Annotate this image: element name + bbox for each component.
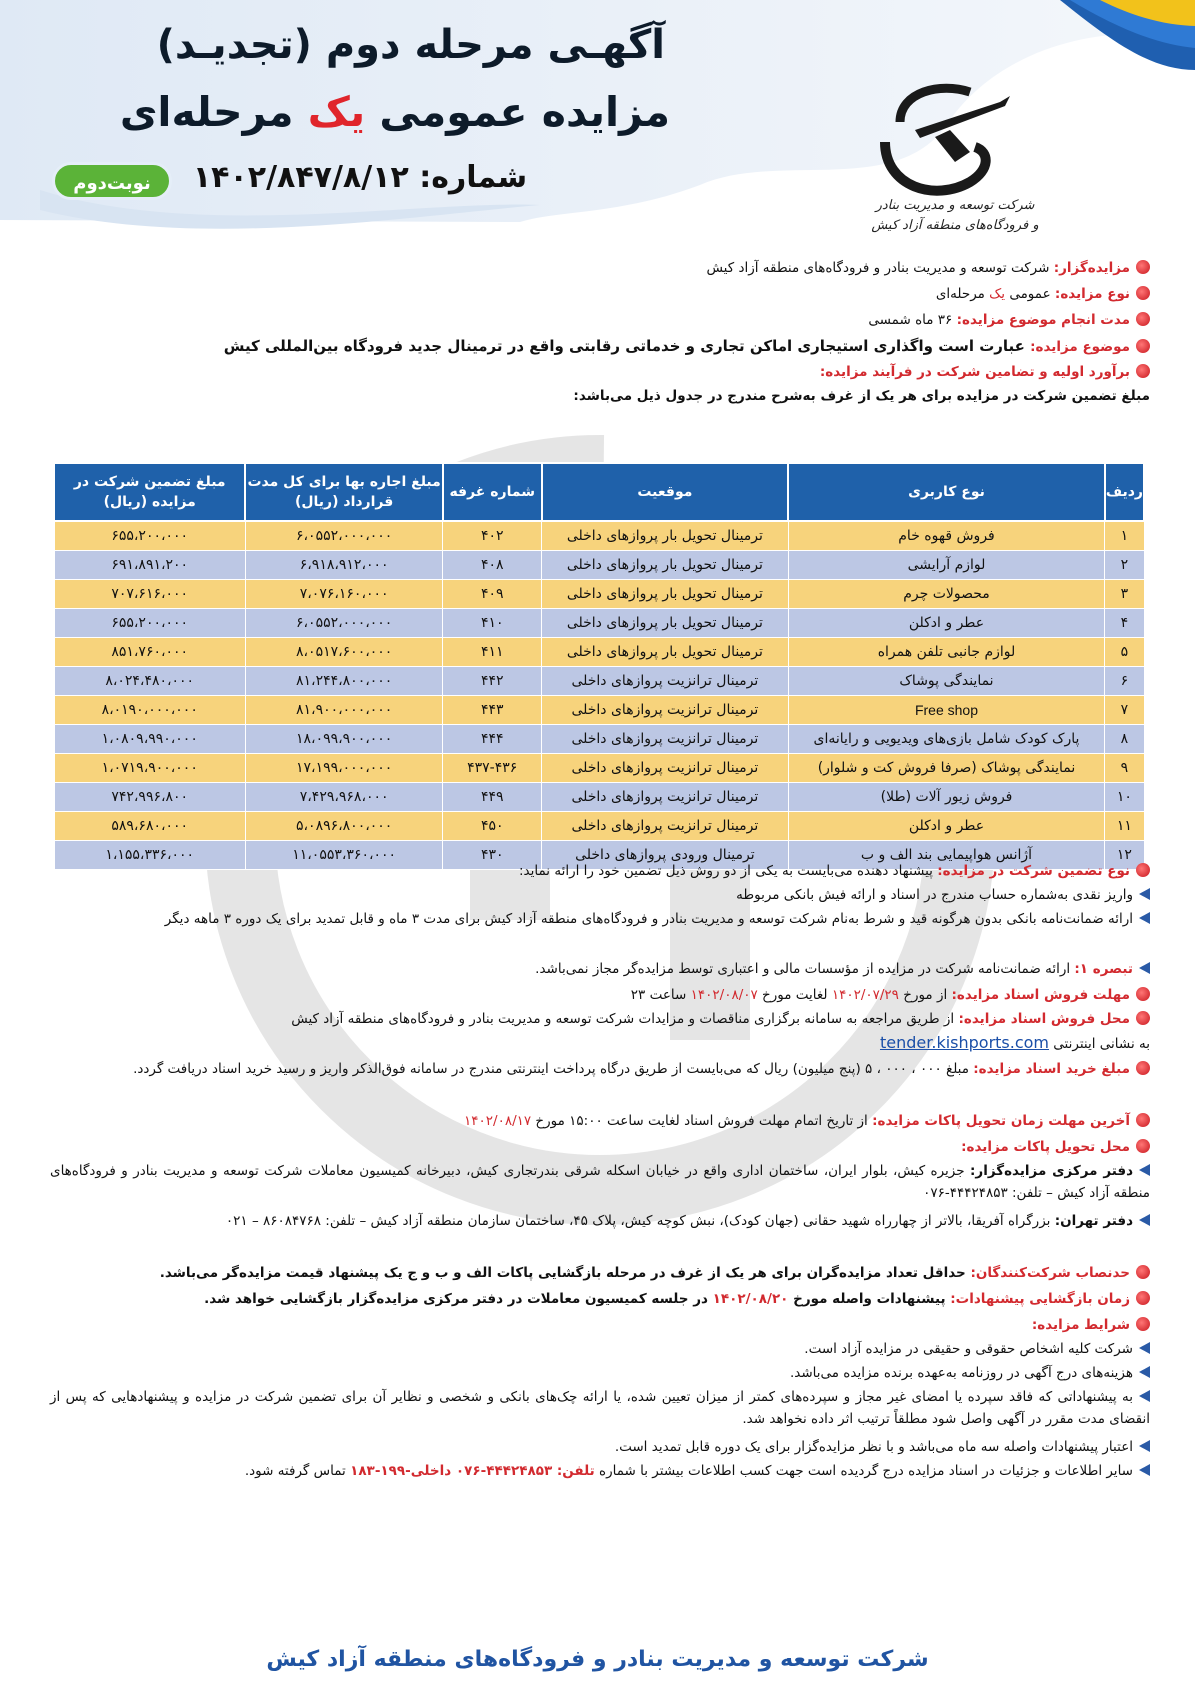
cell-usage: فروش قهوه خام bbox=[788, 521, 1105, 550]
cell-location: ترمینال تحویل بار پروازهای داخلی bbox=[542, 550, 789, 579]
cell-guarantee: ۱،۱۵۵،۳۳۶،۰۰۰ bbox=[54, 840, 245, 869]
cell-booth: ۴۰۲ bbox=[443, 521, 542, 550]
cell-rent: ۱۸،۰۹۹،۹۰۰،۰۰۰ bbox=[245, 724, 442, 753]
cell-row-number: ۹ bbox=[1105, 753, 1144, 782]
round-badge: نوبت‌دوم bbox=[52, 162, 172, 200]
contact-phone: تلفن: ۴۴۴۲۴۸۵۳-۰۷۶ داخلی-۱۹۹-۱۸۳ bbox=[350, 1463, 595, 1479]
cell-guarantee: ۸،۰۱۹۰،۰۰۰،۰۰۰ bbox=[54, 695, 245, 724]
guarantee-item-1: واریز نقدی به‌شماره حساب مندرج در اسناد و ارائه فیش بانکی مربوطه bbox=[736, 884, 1150, 906]
cell-location: ترمینال تحویل بار پروازهای داخلی bbox=[542, 579, 789, 608]
header-guarantee: مبلغ تضمین شرکت در مزایده (ریال) bbox=[54, 463, 245, 521]
estimate-note: مبلغ تضمین شرکت در مزایده برای هر یک از غرف به‌شرح مندرج در جدول ذیل می‌باشد: bbox=[573, 388, 1150, 404]
red-bullet-icon bbox=[1136, 312, 1150, 326]
red-bullet-icon bbox=[1136, 364, 1150, 378]
table-row bbox=[54, 724, 1144, 753]
cell-guarantee: ۷۴۲،۹۹۶،۸۰۰ bbox=[54, 782, 245, 811]
cell-guarantee: ۶۵۵،۲۰۰،۰۰۰ bbox=[54, 521, 245, 550]
term-2: هزینه‌های درج آگهی در روزنامه به‌عهده برنده مزایده می‌باشد. bbox=[790, 1362, 1150, 1384]
auctioneer-line: مزایده‌گزار: شرکت توسعه و مدیریت بنادر و فرودگاه‌های منطقه آزاد کیش bbox=[706, 257, 1150, 279]
term-1: شرکت کلیه اشخاص حقوقی و حقیقی در مزایده آزاد است. bbox=[804, 1338, 1150, 1360]
cell-rent: ۸،۰۵۱۷،۶۰۰،۰۰۰ bbox=[245, 637, 442, 666]
table-row bbox=[54, 579, 1144, 608]
table-row bbox=[54, 608, 1144, 637]
cell-guarantee: ۸۵۱،۷۶۰،۰۰۰ bbox=[54, 637, 245, 666]
cell-location: ترمینال تحویل بار پروازهای داخلی bbox=[542, 521, 789, 550]
cell-booth: ۴۵۰ bbox=[443, 811, 542, 840]
table-row bbox=[54, 695, 1144, 724]
cell-usage: نمایندگی پوشاک bbox=[788, 666, 1105, 695]
cell-location: ترمینال ترانزیت پروازهای داخلی bbox=[542, 695, 789, 724]
cell-row-number: ۷ bbox=[1105, 695, 1144, 724]
announcement-number: شماره: ۱۴۰۲/۸۴۷/۸/۱۲ bbox=[192, 160, 528, 195]
red-bullet-icon bbox=[1136, 1265, 1150, 1279]
cell-rent: ۶،۹۱۸،۹۱۲،۰۰۰ bbox=[245, 550, 442, 579]
opening-time-line: زمان بازگشایی پیشنهادات: پیشنهادات واصله مورخ ۱۴۰۲/۰۸/۲۰ در جلسه کمیسیون معاملات در دفتر مرکزی مزایده‌گزار بازگشایی خواهد شد. bbox=[204, 1288, 1150, 1310]
cell-row-number: ۱۲ bbox=[1105, 840, 1144, 869]
cell-row-number: ۱ bbox=[1105, 521, 1144, 550]
term-5: سایر اطلاعات و جزئیات در اسناد مزایده درج گردیده است جهت کسب اطلاعات بیشتر با شماره تلفن: ۴۴۴۲۴۸۵۳-۰۷۶ داخلی-۱۹۹-۱۸۳ تماس گرفته شود. bbox=[50, 1460, 1150, 1482]
cell-guarantee: ۵۸۹،۶۸۰،۰۰۰ bbox=[54, 811, 245, 840]
blue-arrow-icon bbox=[1139, 962, 1150, 974]
header-booth: شماره غرفه bbox=[443, 463, 542, 521]
cell-rent: ۱۱،۰۵۵۳،۳۶۰،۰۰۰ bbox=[245, 840, 442, 869]
table-row bbox=[54, 753, 1144, 782]
docs-sale-place-line: محل فروش اسناد مزایده: از طریق مراجعه به سامانه برگزاری مناقصات و مزایدات شرکت توسعه و مدیریت بنادر و فرودگاه‌های منطقه آزاد کیش bbox=[50, 1008, 1150, 1030]
cell-usage: لوازم آرایشی bbox=[788, 550, 1105, 579]
table-row bbox=[54, 811, 1144, 840]
blue-arrow-icon bbox=[1139, 912, 1150, 924]
cell-row-number: ۳ bbox=[1105, 579, 1144, 608]
cell-booth: ۴۴۴ bbox=[443, 724, 542, 753]
blue-arrow-icon bbox=[1139, 1214, 1150, 1226]
table-row bbox=[54, 637, 1144, 666]
cell-guarantee: ۶۹۱،۸۹۱،۲۰۰ bbox=[54, 550, 245, 579]
red-bullet-icon bbox=[1136, 1011, 1150, 1025]
red-bullet-icon bbox=[1136, 1317, 1150, 1331]
cell-booth: ۴۳۷-۴۳۶ bbox=[443, 753, 542, 782]
subject-line: موضوع مزایده: عبارت است واگذاری استیجاری اماکن تجاری و خدماتی رقابتی واقع در ترمینال جدید فرودگاه بین‌المللی کیش bbox=[224, 335, 1150, 358]
tender-website-link[interactable]: tender.kishports.com bbox=[879, 1033, 1050, 1052]
cell-usage: آژانس هواپیمایی بند الف و ب bbox=[788, 840, 1105, 869]
red-bullet-icon bbox=[1136, 1291, 1150, 1305]
header-location: موقعیت bbox=[542, 463, 789, 521]
red-bullet-icon bbox=[1136, 987, 1150, 1001]
cell-row-number: ۴ bbox=[1105, 608, 1144, 637]
cell-usage: پارک کودک شامل بازی‌های ویدیویی و رایانه‌ای bbox=[788, 724, 1105, 753]
docs-price-line: مبلغ خرید اسناد مزایده: مبلغ ۰۰۰ ، ۰۰۰ ، ۵ (پنج میلیون) ریال که می‌بایست از طریق درگاه پرداخت اینترنتی مندرج در سامانه فوق‌الذکر واریز و رسید خرید اسناد دریافت گردد. bbox=[50, 1058, 1150, 1080]
cell-usage: عطر و ادکلن bbox=[788, 608, 1105, 637]
cell-row-number: ۸ bbox=[1105, 724, 1144, 753]
headline-one-stage-word: یک bbox=[307, 88, 366, 136]
term-3: به پیشنهاداتی که فاقد سپرده یا امضای غیر مجاز و سپرده‌های کمتر از میزان تعیین شده، یا ارائه چک‌های بانکی و شخصی و نظایر آن برای تضمین شرکت در مزایده و پیشنهادهایی که پس از انقضای مدت مقرر در آگهی واصل شود مطلقاً ترتیب اثر داده نخواهد شد. bbox=[50, 1389, 1150, 1427]
cell-rent: ۷،۴۲۹،۹۶۸،۰۰۰ bbox=[245, 782, 442, 811]
cell-location: ترمینال ترانزیت پروازهای داخلی bbox=[542, 724, 789, 753]
header-usage: نوع کاربری bbox=[788, 463, 1105, 521]
headline-line1: آگهـی مرحله دوم (تجدیـد) bbox=[156, 22, 665, 68]
cell-row-number: ۱۱ bbox=[1105, 811, 1144, 840]
cell-booth: ۴۰۹ bbox=[443, 579, 542, 608]
table-row bbox=[54, 666, 1144, 695]
guarantee-note: تبصره ۱: ارائه ضمانت‌نامه شرکت در مزایده از مؤسسات مالی و اعتباری توسط مزایده‌گر مجاز نمی‌باشد. bbox=[535, 958, 1150, 980]
guarantee-type-line: نوع تضمین شرکت در مزایده: پیشنهاد دهنده می‌بایست به یکی از دو روش ذیل تضمین خود را ارائه نماید: bbox=[519, 860, 1150, 882]
cell-usage: لوازم جانبی تلفن همراه bbox=[788, 637, 1105, 666]
cell-rent: ۶،۰۵۵۲،۰۰۰،۰۰۰ bbox=[245, 608, 442, 637]
term-4: اعتبار پیشنهادات واصله سه ماه می‌باشد و با نظر مزایده‌گزار برای یک دوره قابل تمدید است. bbox=[615, 1436, 1150, 1458]
cell-location: ترمینال ترانزیت پروازهای داخلی bbox=[542, 666, 789, 695]
cell-rent: ۵،۰۸۹۶،۸۰۰،۰۰۰ bbox=[245, 811, 442, 840]
cell-rent: ۶،۰۵۵۲،۰۰۰،۰۰۰ bbox=[245, 521, 442, 550]
cell-location: ترمینال ترانزیت پروازهای داخلی bbox=[542, 782, 789, 811]
cell-guarantee: ۱،۰۸۰۹،۹۹۰،۰۰۰ bbox=[54, 724, 245, 753]
duration-line: مدت انجام موضوع مزایده: ۳۶ ماه شمسی bbox=[868, 309, 1150, 331]
cell-booth: ۴۴۳ bbox=[443, 695, 542, 724]
cell-booth: ۴۱۱ bbox=[443, 637, 542, 666]
red-bullet-icon bbox=[1136, 260, 1150, 274]
cell-booth: ۴۴۲ bbox=[443, 666, 542, 695]
headline-line2: مزایده عمومی یک مرحله‌ای bbox=[119, 88, 670, 136]
cell-row-number: ۲ bbox=[1105, 550, 1144, 579]
cell-guarantee: ۸،۰۲۴،۴۸۰،۰۰۰ bbox=[54, 666, 245, 695]
cell-location: ترمینال تحویل بار پروازهای داخلی bbox=[542, 608, 789, 637]
footer-company-name: شرکت توسعه و مدیریت بنادر و فرودگاه‌های منطقه آزاد کیش bbox=[266, 1647, 929, 1672]
cell-location: ترمینال ورودی پروازهای داخلی bbox=[542, 840, 789, 869]
cell-location: ترمینال ترانزیت پروازهای داخلی bbox=[542, 753, 789, 782]
tehran-office-line: دفتر تهران: بزرگراه آفریقا، بالاتر از چهارراه شهید حقانی (جهان کودک)، نبش کوچه کیش، پلاک ۴۵، ساختمان سازمان منطقه آزاد کیش – تلفن: ۸۶۰۸۴۷۶۸ – ۰۲۱ bbox=[50, 1210, 1150, 1232]
cell-usage: نمایندگی پوشاک (صرفا فروش کت و شلوار) bbox=[788, 753, 1105, 782]
estimate-line: برآورد اولیه و تضامین شرکت در فرآیند مزایده: bbox=[820, 361, 1150, 383]
envelope-delivery-line: محل تحویل پاکات مزایده: bbox=[961, 1136, 1150, 1158]
cell-row-number: ۱۰ bbox=[1105, 782, 1144, 811]
blue-arrow-icon bbox=[1139, 1464, 1150, 1476]
central-office-line: دفتر مرکزی مزایده‌گزار: جزیره کیش، بلوار ایران، ساختمان اداری واقع در خیابان اسکله شرقی بندرتجاری کیش، دبیرخانه کمیسیون معاملات شرکت توسعه و مدیریت بنادر و فرودگاه‌های منطقه آزاد کیش – تلفن: ۴۴۴۲۴۸۵۳-۰۷۶ bbox=[50, 1163, 1150, 1201]
minimum-participants-line: حدنصاب شرکت‌کنندگان: حداقل تعداد مزایده‌گران برای هر یک از غرف در مرحله بازگشایی پاکات الف و ب و ج یک پیشنهاد قیمت مزایده‌گر می‌باشد. bbox=[160, 1262, 1150, 1284]
red-bullet-icon bbox=[1136, 339, 1150, 353]
cell-row-number: ۵ bbox=[1105, 637, 1144, 666]
blue-arrow-icon bbox=[1139, 1164, 1150, 1176]
red-bullet-icon bbox=[1136, 286, 1150, 300]
table-row bbox=[54, 521, 1144, 550]
blue-arrow-icon bbox=[1139, 1390, 1150, 1402]
cell-booth: ۴۱۰ bbox=[443, 608, 542, 637]
cell-guarantee: ۷۰۷،۶۱۶،۰۰۰ bbox=[54, 579, 245, 608]
booths-table bbox=[53, 462, 1145, 870]
auction-type-line: نوع مزایده: عمومی یک مرحله‌ای bbox=[936, 283, 1150, 305]
cell-usage: فروش زیور آلات (طلا) bbox=[788, 782, 1105, 811]
cell-rent: ۸۱،۲۴۴،۸۰۰،۰۰۰ bbox=[245, 666, 442, 695]
cell-row-number: ۶ bbox=[1105, 666, 1144, 695]
docs-sale-period-line: مهلت فروش اسناد مزایده: از مورخ ۱۴۰۲/۰۷/۲۹ لغایت مورخ ۱۴۰۲/۰۸/۰۷ ساعت ۲۳ bbox=[631, 984, 1150, 1006]
envelope-deadline-line: آخرین مهلت زمان تحویل پاکات مزایده: از تاریخ اتمام مهلت فروش اسناد لغایت ساعت ۱۵:۰۰ مورخ ۱۴۰۲/۰۸/۱۷ bbox=[464, 1110, 1150, 1132]
logo-caption: شرکت توسعه و مدیریت بنادر و فرودگاه‌های منطقه آزاد کیش bbox=[871, 198, 1039, 233]
red-bullet-icon bbox=[1136, 1139, 1150, 1153]
header bbox=[0, 0, 1195, 265]
cell-usage: Free shop bbox=[788, 695, 1105, 724]
table-header-row bbox=[54, 463, 1144, 521]
cell-location: ترمینال ترانزیت پروازهای داخلی bbox=[542, 811, 789, 840]
cell-guarantee: ۱،۰۷۱۹،۹۰۰،۰۰۰ bbox=[54, 753, 245, 782]
cell-booth: ۴۰۸ bbox=[443, 550, 542, 579]
cell-rent: ۸۱،۹۰۰،۰۰۰،۰۰۰ bbox=[245, 695, 442, 724]
cell-rent: ۷،۰۷۶،۱۶۰،۰۰۰ bbox=[245, 579, 442, 608]
cell-guarantee: ۶۵۵،۲۰۰،۰۰۰ bbox=[54, 608, 245, 637]
red-bullet-icon bbox=[1136, 1061, 1150, 1075]
red-bullet-icon bbox=[1136, 863, 1150, 877]
blue-arrow-icon bbox=[1139, 1440, 1150, 1452]
cell-usage: عطر و ادکلن bbox=[788, 811, 1105, 840]
blue-arrow-icon bbox=[1139, 1342, 1150, 1354]
header-rent: مبلغ اجاره بها برای کل مدت قرارداد (ریال) bbox=[245, 463, 442, 521]
blue-arrow-icon bbox=[1139, 888, 1150, 900]
red-bullet-icon bbox=[1136, 1113, 1150, 1127]
docs-site-line: به نشانی اینترنتی tender.kishports.com bbox=[879, 1033, 1150, 1052]
cell-booth: ۴۳۰ bbox=[443, 840, 542, 869]
table-row bbox=[54, 782, 1144, 811]
table-row bbox=[54, 550, 1144, 579]
cell-booth: ۴۴۹ bbox=[443, 782, 542, 811]
terms-heading-line: شرایط مزایده: bbox=[1032, 1314, 1150, 1336]
blue-arrow-icon bbox=[1139, 1366, 1150, 1378]
cell-usage: محصولات چرم bbox=[788, 579, 1105, 608]
header-row-number: ردیف bbox=[1105, 463, 1144, 521]
cell-location: ترمینال تحویل بار پروازهای داخلی bbox=[542, 637, 789, 666]
guarantee-item-2: ارائه ضمانت‌نامه بانکی بدون هرگونه قید و شرط به‌نام شرکت توسعه و مدیریت بنادر و فرودگاه‌های منطقه آزاد کیش برای مدت ۳ ماه و قابل تمدید برای یک دوره ۳ ماهه دیگر bbox=[50, 908, 1150, 930]
cell-rent: ۱۷،۱۹۹،۰۰۰،۰۰۰ bbox=[245, 753, 442, 782]
